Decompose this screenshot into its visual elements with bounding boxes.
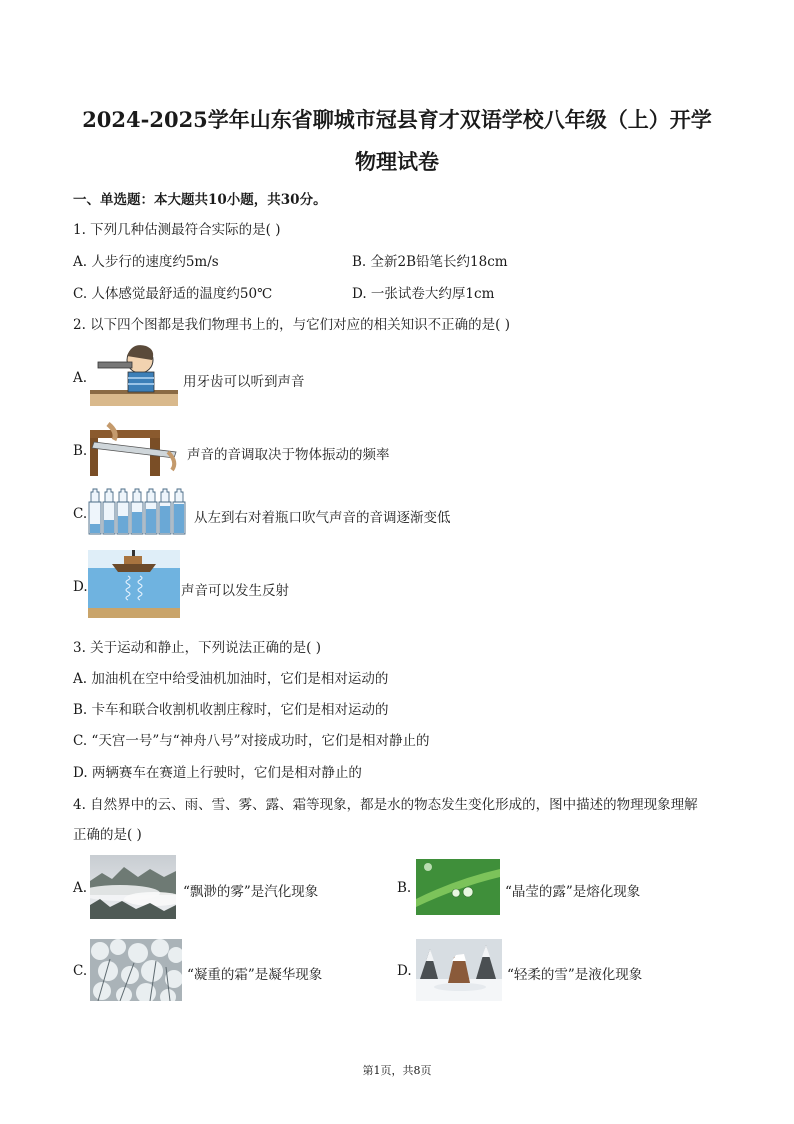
ruler-on-table-illustration [88,422,184,476]
q2-option-a-text: 用牙齿可以听到声音 [183,374,305,390]
dew-photo [416,859,500,915]
q2-option-c-letter: C. [73,506,88,522]
fog-photo [90,855,176,919]
snow-photo [416,939,502,1001]
q2-stem: 2. 以下四个图都是我们物理书上的，与它们对应的相关知识不正确的是( ) [73,317,510,333]
q1-option-b: B. 全新2B铅笔长约18cm [352,254,508,270]
q1-option-d: D. 一张试卷大约厚1cm [352,286,495,302]
q3-option-a: A. 加油机在空中给受油机加油时，它们是相对运动的 [73,671,389,687]
q3-option-b: B. 卡车和联合收割机收割庄稼时，它们是相对运动的 [73,702,389,718]
q2-option-b-text: 声音的音调取决于物体振动的频率 [187,447,390,463]
q4-option-b-letter: B. [397,880,412,896]
page-footer: 第1页，共8页 [362,1064,432,1077]
q4-option-a-text: “飘渺的雾”是汽化现象 [183,884,319,900]
q4-option-d-letter: D. [397,963,412,979]
exam-title-line1: 2024-2025学年山东省聊城市冠县育才双语学校八年级（上）开学 [82,107,712,132]
q4-option-d-text: “轻柔的雪”是液化现象 [507,967,643,983]
frost-photo [90,939,182,1001]
q2-option-d-text: 声音可以发生反射 [181,583,289,599]
q2-option-c-text: 从左到右对着瓶口吹气声音的音调逐渐变低 [194,510,451,526]
q4-option-c-letter: C. [73,963,88,979]
q3-option-d: D. 两辆赛车在赛道上行驶时，它们是相对静止的 [73,765,362,781]
ship-sonar-illustration [88,550,180,618]
q2-option-b-letter: B. [73,443,88,459]
water-bottles-illustration [88,488,192,536]
q1-option-c: C. 人体感觉最舒适的温度约50℃ [73,286,273,302]
q1-stem: 1. 下列几种估测最符合实际的是( ) [73,222,281,238]
q4-option-c-text: “凝重的霜”是凝华现象 [187,967,323,983]
q2-option-a-letter: A. [73,370,88,386]
boy-listening-illustration [88,338,180,410]
q3-stem: 3. 关于运动和静止，下列说法正确的是( ) [73,640,321,656]
q4-option-b-text: “晶莹的露”是熔化现象 [505,884,641,900]
q2-option-d-letter: D. [73,579,88,595]
q3-option-c: C. “天宫一号”与“神舟八号”对接成功时，它们是相对静止的 [73,733,430,749]
q4-stem-line2: 正确的是( ) [73,827,142,843]
exam-title-line2: 物理试卷 [355,149,439,174]
q4-option-a-letter: A. [73,880,88,896]
q1-option-a: A. 人步行的速度约5m/s [73,254,219,270]
q4-stem-line1: 4. 自然界中的云、雨、雪、雾、露、霜等现象，都是水的物态发生变化形成的，图中描述的物理现象理解 [73,797,698,813]
section-heading: 一、单选题：本大题共10小题，共30分。 [73,192,327,208]
